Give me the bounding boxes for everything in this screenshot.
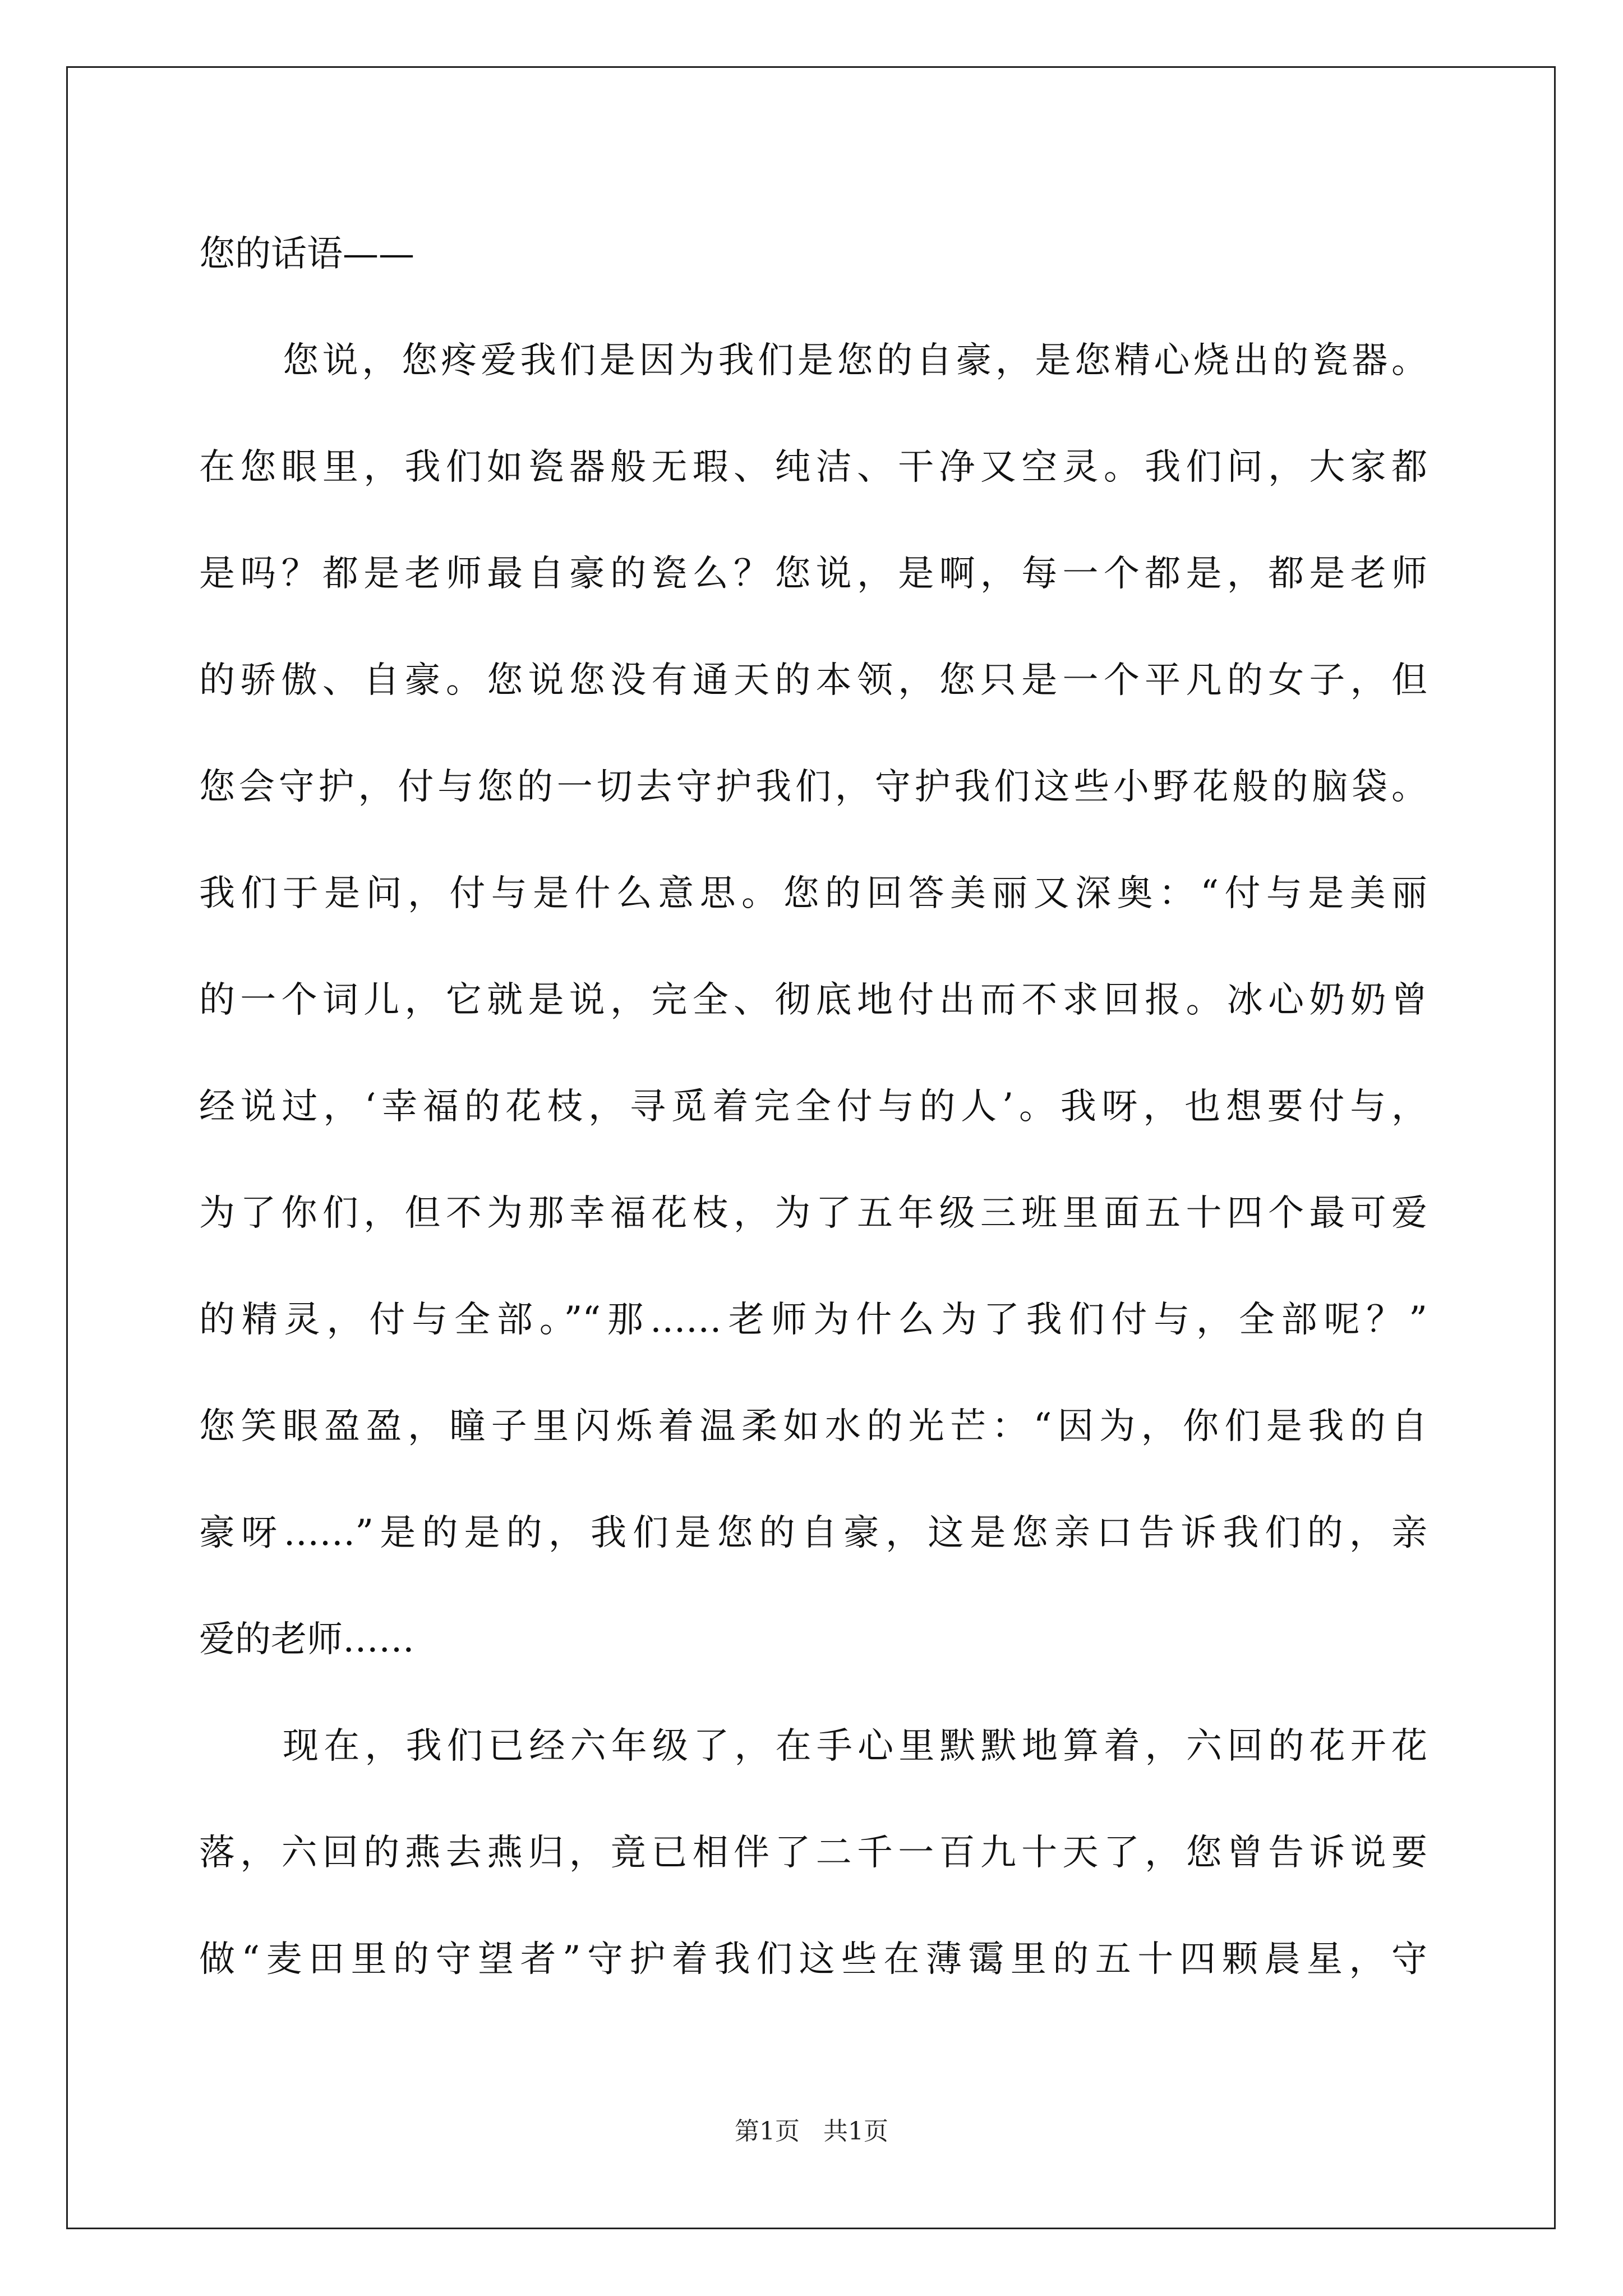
paragraph-line: 现在，我们已经六年级了，在手心里默默地算着，六回的花开花 (283, 1726, 1427, 1767)
document-body (199, 201, 1427, 2013)
paragraph-line: 是吗？都是老师最自豪的瓷么？您说，是啊，每一个都是，都是老师 (199, 553, 1427, 595)
paragraph-line: 我们于是问，付与是什么意思。您的回答美丽又深奥：“付与是美丽 (199, 873, 1427, 914)
paragraph-line: 您说，您疼爱我们是因为我们是您的自豪，是您精心烧出的瓷器。 (283, 340, 1427, 381)
paragraph-line: 您笑眼盈盈，瞳子里闪烁着温柔如水的光芒：“因为，你们是我的自 (199, 1406, 1427, 1447)
page-number: 第1页 共1页 (735, 2117, 888, 2146)
paragraph-line: 豪呀……”是的是的，我们是您的自豪，这是您亲口告诉我们的，亲 (199, 1512, 1427, 1554)
paragraph-line: 在您眼里，我们如瓷器般无瑕、纯洁、干净又空灵。我们问，大家都 (199, 447, 1427, 488)
paragraph-line: 的一个词儿，它就是说，完全、彻底地付出而不求回报。冰心奶奶曾 (199, 979, 1427, 1021)
paragraph-line: 经说过，‘幸福的花枝，寻觅着完全付与的人’。我呀，也想要付与， (199, 1086, 1427, 1128)
paragraph-line: 为了你们，但不为那幸福花枝，为了五年级三班里面五十四个最可爱 (199, 1193, 1427, 1234)
heading-line: 您的话语—— (199, 233, 414, 275)
paragraph-line: 做“麦田里的守望者”守护着我们这些在薄霭里的五十四颗晨星，守 (199, 1939, 1427, 1980)
paragraph-line: 您会守护，付与您的一切去守护我们，守护我们这些小野花般的脑袋。 (199, 766, 1427, 808)
paragraph-line: 的骄傲、自豪。您说您没有通天的本领，您只是一个平凡的女子，但 (199, 660, 1427, 701)
paragraph-line: 落，六回的燕去燕归，竟已相伴了二千一百九十天了，您曾告诉说要 (199, 1832, 1427, 1874)
paragraph-line: 的精灵，付与全部。”“那……老师为什么为了我们付与，全部呢？” (199, 1299, 1427, 1341)
paragraph-line: 爱的老师…… (199, 1619, 414, 1660)
